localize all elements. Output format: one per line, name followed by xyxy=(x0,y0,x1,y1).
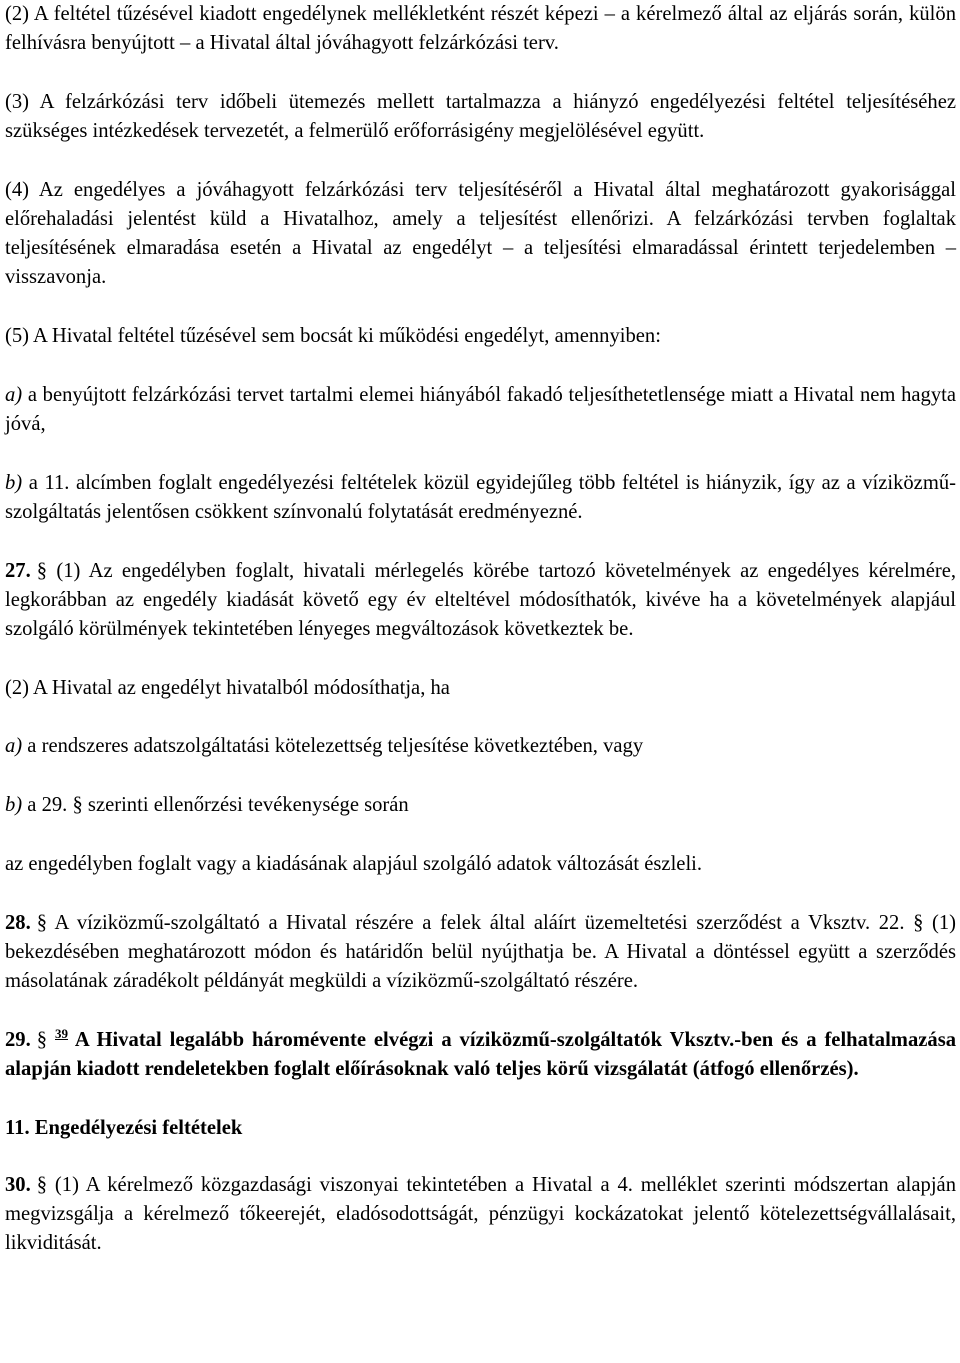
section-sign: § xyxy=(36,1028,48,1051)
point-label: b) xyxy=(5,794,23,817)
closing-sentence-27: az engedélyben foglalt vagy a kiadásának alapjául szolgáló adatok változását észleli. xyxy=(5,852,703,875)
point-b-26 xyxy=(5,469,956,527)
paragraph-26-3: (3) A felzárkózási terv időbeli ütemezés mellett tartalmazza a hiányzó engedélyezési feltétel teljesítéséhez szükséges intézkedések tervezetét, a felmerülő erőforrásigény megjelölésével együtt. xyxy=(5,90,956,143)
point-label: b) xyxy=(5,471,23,494)
point-b-27 xyxy=(5,791,956,820)
paragraph-26-2: (2) A feltétel tűzésével kiadott engedélynek mellékletként részét képezi – a kérelmező által az eljárás során, külön felhívásra benyújtott – a Hivatal által jóváhagyott felzárkózási terv. xyxy=(5,3,956,55)
section-number: 27. xyxy=(5,559,31,582)
section-text: A Hivatal legalább háromévente elvégzi a víziközmű-szolgáltatók Vksztv.-ben és a felhatalmazása alapján kiadott rendeletekben foglalt előírásoknak való teljes körű vizsgálatát (átfogó ellenőrzés). xyxy=(5,1028,957,1080)
section-27-1 xyxy=(5,557,956,645)
document-page xyxy=(5,0,956,1258)
section-number: 29. xyxy=(5,1028,31,1051)
section-30-1 xyxy=(5,1171,956,1259)
section-number: 28. xyxy=(5,911,31,934)
paragraph-26-5: (5) A Hivatal feltétel tűzésével sem bocsát ki működési engedélyt, amennyiben: xyxy=(5,325,661,348)
section-number: 30. xyxy=(5,1173,31,1196)
point-label: a) xyxy=(5,383,23,406)
point-a-26 xyxy=(5,381,956,439)
point-text: a rendszeres adatszolgáltatási kötelezettség teljesítése következtében, vagy xyxy=(22,735,644,758)
subheading-11: 11. Engedélyezési feltételek xyxy=(5,1116,243,1139)
point-text: a 29. § szerinti ellenőrzési tevékenysége során xyxy=(22,794,409,817)
paragraph-27-2: (2) A Hivatal az engedélyt hivatalból módosíthatja, ha xyxy=(5,676,450,699)
section-text: § (1) Az engedélyben foglalt, hivatali mérlegelés körébe tartozó követelmények az engedélyes kérelmére, legkorábban az engedély kiadását követő egy év elteltével módosíthatók, kivéve ha a követelmények alapjául szolgáló körülmények tekintetében lényeges megváltozások következtek be. xyxy=(5,559,956,641)
footnote-link[interactable]: 39 xyxy=(55,1025,68,1041)
section-29 xyxy=(5,1026,956,1084)
point-label: a) xyxy=(5,735,23,758)
point-text: a 11. alcímben foglalt engedélyezési feltételek közül egyidejűleg több feltétel is hiányzik, így az a víziközmű-szolgáltatás jelentősen csökkent színvonalú folytatását eredményezné. xyxy=(5,471,956,523)
section-text: § (1) A kérelmező közgazdasági viszonyai tekintetében a Hivatal a 4. melléklet szerinti módszertan alapján megvizsgálja a kérelmező tőkeerejét, eladósodottságát, pénzügyi kockázatokat jelentő kötelezettségvállalásait, likviditását. xyxy=(5,1173,956,1255)
point-text: a benyújtott felzárkózási tervet tartalmi elemei hiányából fakadó teljesíthetetlensége miatt a Hivatal nem hagyta jóvá, xyxy=(5,383,956,436)
section-text: § A víziközmű-szolgáltató a Hivatal részére a felek által aláírt üzemeltetési szerződést a Vksztv. 22. § (1) bekezdésében meghatározott módon és határidőn belül nyújthatja be. A Hivatal a döntéssel együtt a szerződés másolatának záradékolt példányát megküldi a víziközmű-szolgáltató részére. xyxy=(5,911,956,992)
section-28 xyxy=(5,909,956,997)
point-a-27 xyxy=(5,732,956,761)
paragraph-26-4: (4) Az engedélyes a jóváhagyott felzárkózási terv teljesítéséről a Hivatal által meghatározott gyakorisággal előrehaladási jelentést küld a Hivatalhoz, amely a teljesítést ellenőrizi. A felzárkózási tervben foglaltak teljesítésének elmaradása esetén a Hivatal az engedélyt – a teljesítési elmaradással érintett terjedelemben – visszavonja. xyxy=(5,178,956,289)
